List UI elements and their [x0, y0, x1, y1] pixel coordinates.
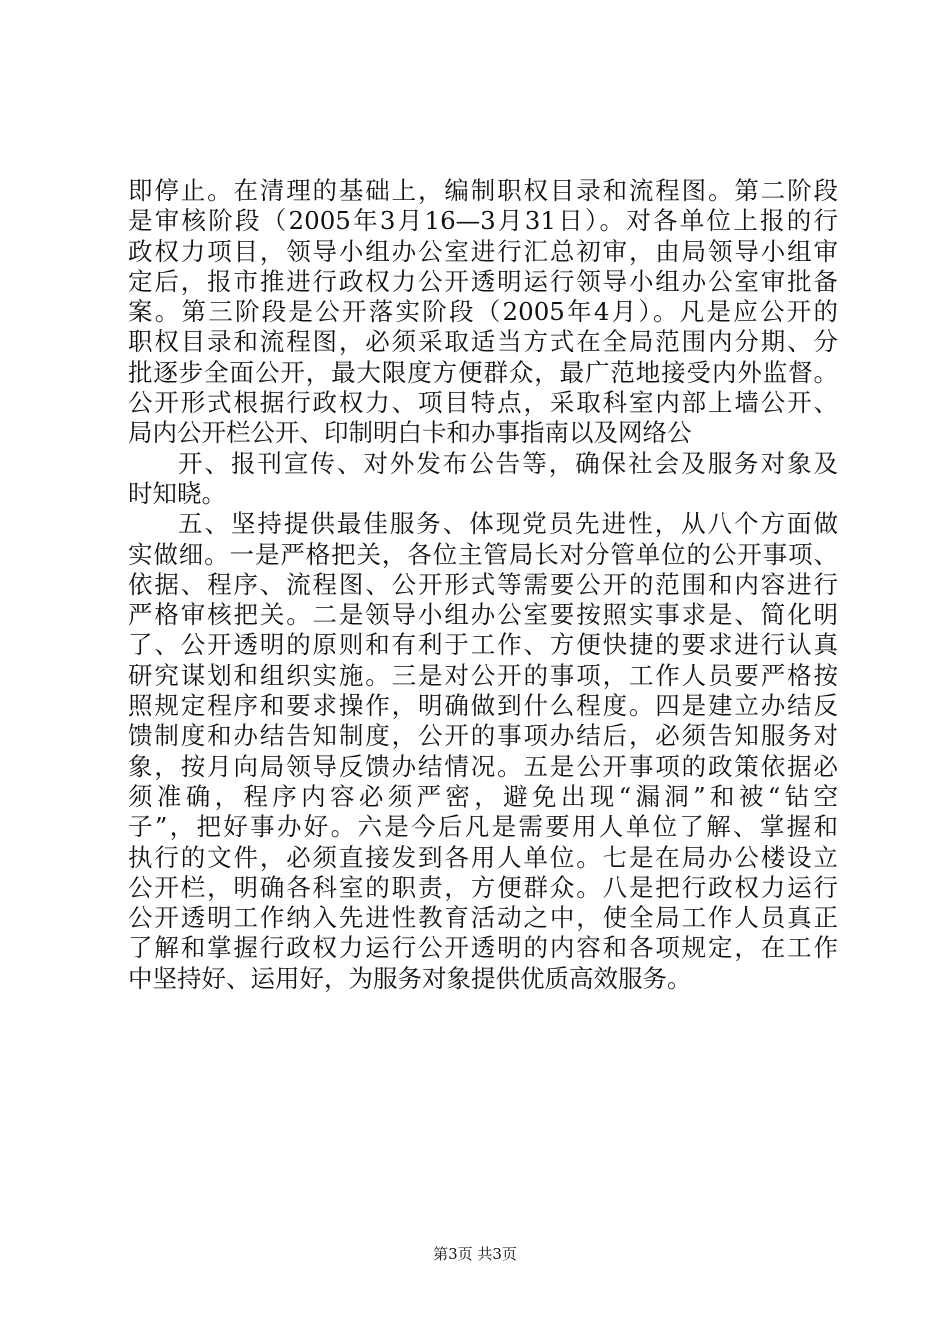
text-line: 严格审核把关。二是领导小组办公室要按照实事求是、简化明	[128, 600, 838, 630]
text-line: 公开透明工作纳入先进性教育活动之中，使全局工作人员真正	[128, 903, 838, 933]
text-line: 公开栏，明确各科室的职责，方便群众。八是把行政权力运行	[128, 872, 838, 902]
text-line: 是审核阶段（2005年3月16—3月31日）。对各单位上报的行	[128, 206, 838, 236]
text-line: 局内公开栏公开、印制明白卡和办事指南以及网络公	[128, 418, 692, 448]
text-line: 开、报刊宣传、对外发布公告等，确保社会及服务对象及	[178, 448, 838, 478]
text-line: 中坚持好、运用好，为服务对象提供优质高效服务。	[128, 963, 692, 993]
text-line: 依据、程序、流程图、公开形式等需要公开的范围和内容进行	[128, 569, 838, 599]
text-line: 执行的文件，必须直接发到各用人单位。七是在局办公楼设立	[128, 842, 838, 872]
text-line: 公开形式根据行政权力、项目特点，采取科室内部上墙公开、	[128, 388, 838, 418]
text-line: 照规定程序和要求操作，明确做到什么程度。四是建立办结反	[128, 691, 838, 721]
text-line: 了解和掌握行政权力运行公开透明的内容和各项规定，在工作	[128, 933, 838, 963]
text-line: 时知晓。	[128, 478, 226, 508]
text-line: 馈制度和办结告知制度，公开的事项办结后，必须告知服务对	[128, 721, 838, 751]
text-line: 须准确，程序内容必须严密，避免出现“漏洞”和被“钻空	[128, 781, 838, 811]
text-line: 子”，把好事办好。六是今后凡是需要用人单位了解、掌握和	[128, 812, 838, 842]
text-line: 批逐步全面公开，最大限度方便群众，最广范地接受内外监督。	[128, 357, 838, 387]
text-line: 五、坚持提供最佳服务、体现党员先进性，从八个方面做	[178, 509, 838, 539]
text-line: 即停止。在清理的基础上，编制职权目录和流程图。第二阶段	[128, 176, 838, 205]
text-line: 研究谋划和组织实施。三是对公开的事项，工作人员要严格按	[128, 660, 838, 690]
document-body	[128, 176, 838, 994]
page-footer: 第3页 共3页	[433, 1245, 517, 1263]
text-line: 案。第三阶段是公开落实阶段（2005年4月）。凡是应公开的	[128, 297, 838, 327]
text-line: 了、公开透明的原则和有利于工作、方便快捷的要求进行认真	[128, 630, 838, 660]
text-line: 象，按月向局领导反馈办结情况。五是公开事项的政策依据必	[128, 751, 838, 781]
text-line: 政权力项目，领导小组办公室进行汇总初审，由局领导小组审	[128, 236, 838, 266]
text-line: 定后，报市推进行政权力公开透明运行领导小组办公室审批备	[128, 266, 838, 296]
text-line: 职权目录和流程图，必须采取适当方式在全局范围内分期、分	[128, 327, 838, 357]
text-line: 实做细。一是严格把关，各位主管局长对分管单位的公开事项、	[128, 539, 838, 569]
